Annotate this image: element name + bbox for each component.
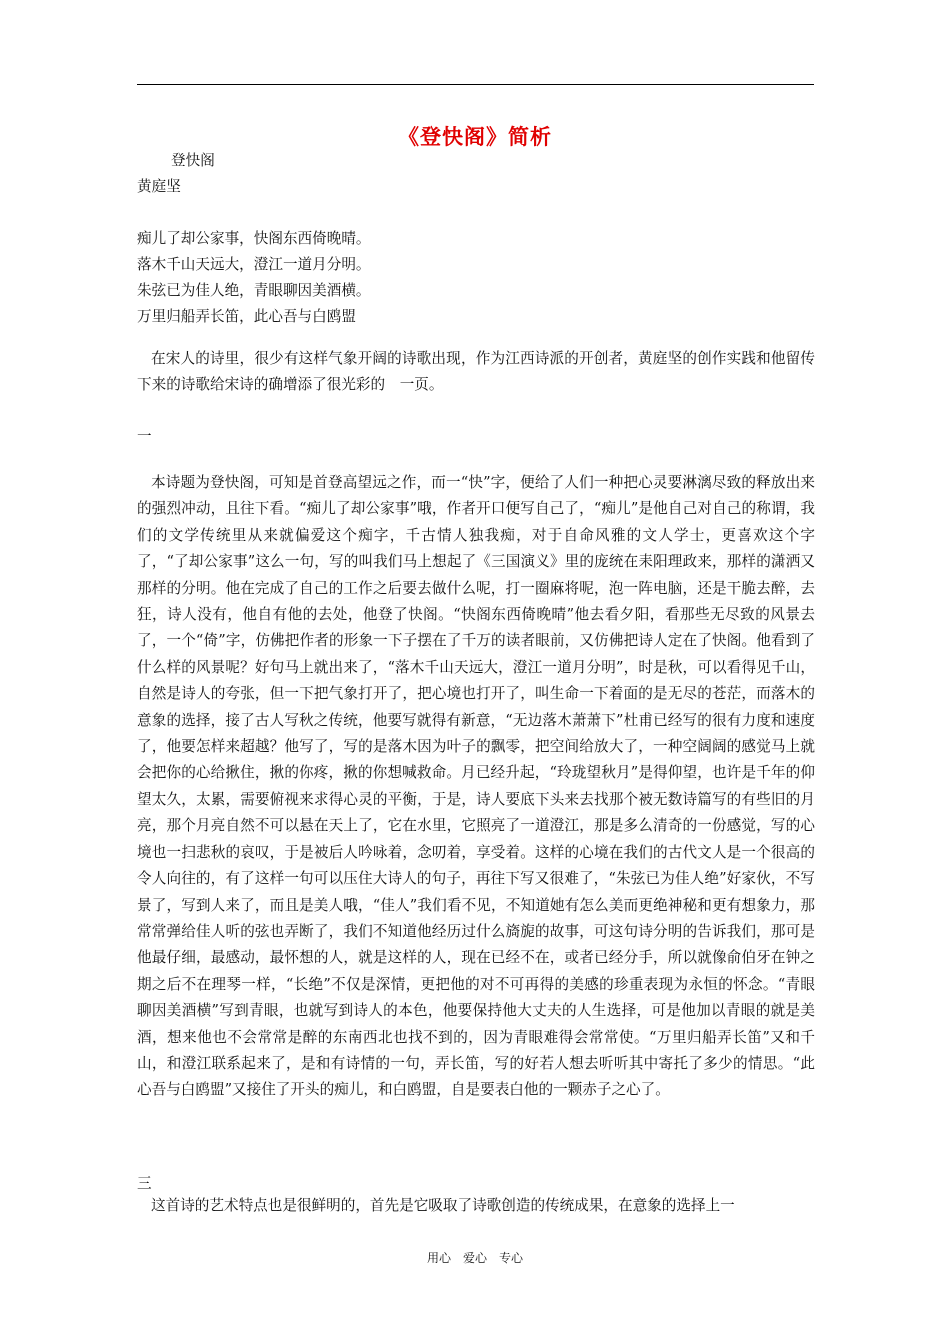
poem-line: 朱弦已为佳人绝，青眼聊因美酒横。 (137, 282, 371, 299)
section-three-heading: 三 (137, 1175, 152, 1192)
section-three-paragraph: 这首诗的艺术特点也是很鲜明的，首先是它吸取了诗歌创造的传统成果，在意象的选择上一 (151, 1197, 735, 1214)
page-footer: 用心 爱心 专心 (426, 1251, 523, 1265)
header-rule (137, 84, 814, 85)
intro-paragraph: 在宋人的诗里，很少有这样气象开阔的诗歌出现，作为江西诗派的开创者，黄庭坚的创作实践和他留传下来的诗歌给宋诗的确增添了很光彩的 一页。 (137, 350, 815, 394)
section-one-paragraph: 本诗题为登快阁，可知是首登高望远之作，而一“快”字，便给了人们一种把心灵要淋漓尽致的释放出来的强烈冲动，且往下看。“痴儿了却公家事”哦，作者开口便写自己了，“痴儿”是他自己对自己的称谓，我们的文学传统里从来就偏爱这个痴字，千古情人独我痴，对于自命风雅的文人学士，更喜欢这个字了，“了却公家事”这么一句，写的叫我们马上想起了《三国演义》里的庞统在耒阳理政来，那样的潇洒又那样的分明。他在完成了自己的工作之后要去做什么呢，打一圈麻将呢，泡一阵电脑，还是干脆去醉，去狂，诗人没有，他自有他的去处，他登了快阁。“快阁东西倚晚晴”他去看夕阳，看那些无尽致的风景去了，一个“倚”字，仿佛把作者的形象一下子摆在了千万的读者眼前，又仿佛把诗人定在了快阁。他看到了什么样的风景呢？好句马上就出来了，“落木千山天远大，澄江一道月分明”，时是秋，可以看得见千山，自然是诗人的夸张，但一下把气象打开了，把心境也打开了，叫生命一下着面的是无尽的苍茫，而落木的意象的选择，接了古人写秋之传统，他要写就得有新意，“无边落木萧萧下”杜甫已经写的很有力度和速度了，他要怎样来超越？他写了，写的是落木因为叶子的飘零，把空间给放大了，一种空阔阔的感觉马上就会把你的心给揪住，揪的你疼，揪的你想喊救命。月已经升起，“玲珑望秋月”是得仰望，也许是千年的仰望太久，太累，需要俯视来求得心灵的平衡，于是，诗人要底下头来去找那个被无数诗篇写的有些旧的月亮，那个月亮自然不可以悬在天上了，它在水里，它照亮了一道澄江，那是多么清奇的一份感觉，写的心境也一扫悲秋的哀叹，于是被后人吟咏着，念叨着，享受着。这样的心境在我们的古代文人是一个很高的令人向往的，有了这样一句可以压住大诗人的句子，再往下写又很难了，“朱弦已为佳人绝”好家伙，不写景了，写到人来了，而且是美人哦，“佳人”我们看不见，不知道她有怎么美而更绝神秘和更有想象力，那常常弹给佳人听的弦也弄断了，我们不知道他经历过什么旖旎的故事，可这句诗分明的告诉我们，那可是他最仔细，最感动，最怀想的人，就是这样的人，现在已经不在，或者已经分手，所以就像俞伯牙在钟之期之后不在理琴一样，“长绝”不仅是深情，更把他的对不可再得的美感的珍重表现为永恒的怀念。“青眼聊因美酒横”写到青眼，也就写到诗人的本色，他要保持他大丈夫的人生选择，可是他加以青眼的就是美酒，想来他也不会常常是醉的东南西北也找不到的，因为青眼难得会常常使。“万里归船弄长笛”又和千山，和澄江联系起来了，是和有诗情的一句，弄长笛，写的好若人想去听听其中寄托了多少的情思。“此心吾与白鸥盟”又接住了开头的痴儿，和白鸥盟，自是要表白他的一颗赤子之心了。 (137, 474, 815, 1099)
poem-title: 登快阁 (171, 152, 215, 169)
poem-author: 黄庭坚 (137, 178, 181, 195)
poem-line: 万里归船弄长笛，此心吾与白鸥盟 (137, 308, 356, 325)
section-one-heading: 一 (137, 428, 152, 445)
page-title: 《登快阁》简析 (398, 124, 552, 149)
poem-line: 落木千山天远大，澄江一道月分明。 (137, 256, 371, 273)
poem-line: 痴儿了却公家事，快阁东西倚晚晴。 (137, 230, 371, 247)
